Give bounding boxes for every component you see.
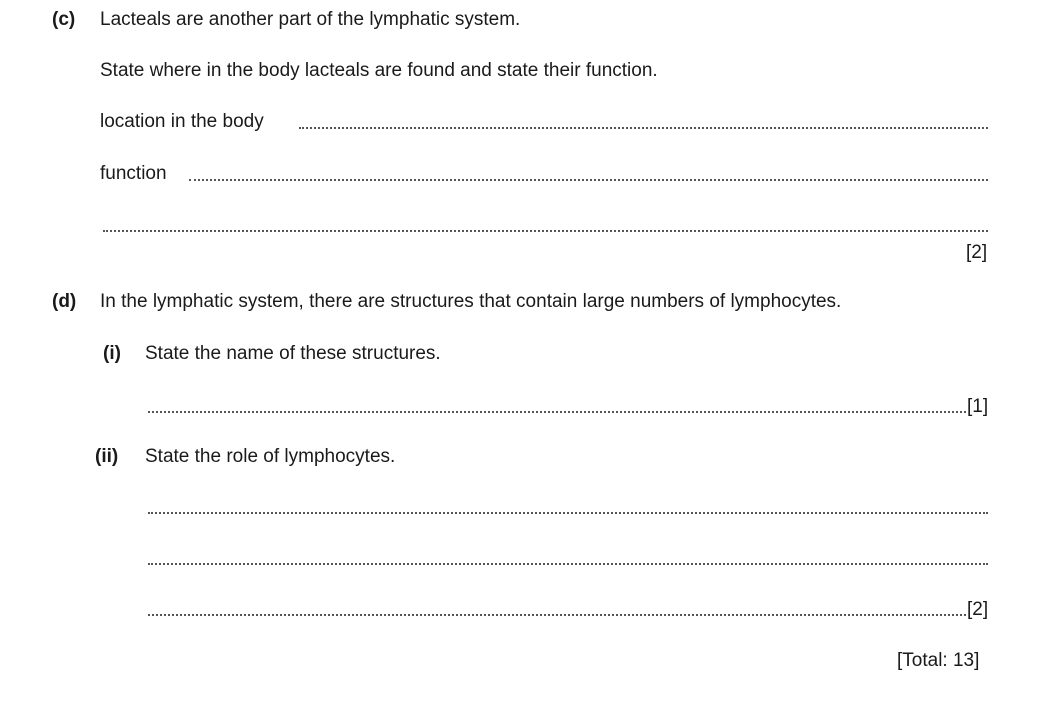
sub-ii-label: (ii) (95, 446, 119, 467)
sub-ii-answer-line-2[interactable] (148, 563, 988, 565)
sub-ii-answer-line-1[interactable] (148, 512, 988, 514)
part-c-label: (c) (52, 9, 76, 30)
part-c-instruction: State where in the body lacteals are found and state their function. (100, 60, 658, 81)
sub-ii-marks: [2] (967, 599, 989, 620)
part-c-intro: Lacteals are another part of the lymphatic system. (100, 9, 521, 30)
total-marks: [Total: 13] (897, 650, 980, 671)
sub-ii-question: State the role of lymphocytes. (145, 446, 396, 467)
location-answer-line[interactable] (299, 127, 988, 129)
sub-i-marks: [1] (967, 396, 989, 417)
function-answer-line-2[interactable] (103, 230, 988, 232)
sub-i-question: State the name of these structures. (145, 343, 441, 364)
part-d-intro: In the lymphatic system, there are structures that contain large numbers of lymphocytes. (100, 291, 842, 312)
sub-i-answer-line[interactable] (148, 411, 966, 413)
part-c-marks: [2] (966, 242, 988, 263)
sub-ii-answer-line-3[interactable] (148, 614, 966, 616)
part-d-label: (d) (52, 291, 77, 312)
function-answer-line-1[interactable] (189, 179, 988, 181)
function-label: function (100, 163, 167, 184)
sub-i-label: (i) (103, 343, 121, 364)
location-label: location in the body (100, 111, 264, 132)
